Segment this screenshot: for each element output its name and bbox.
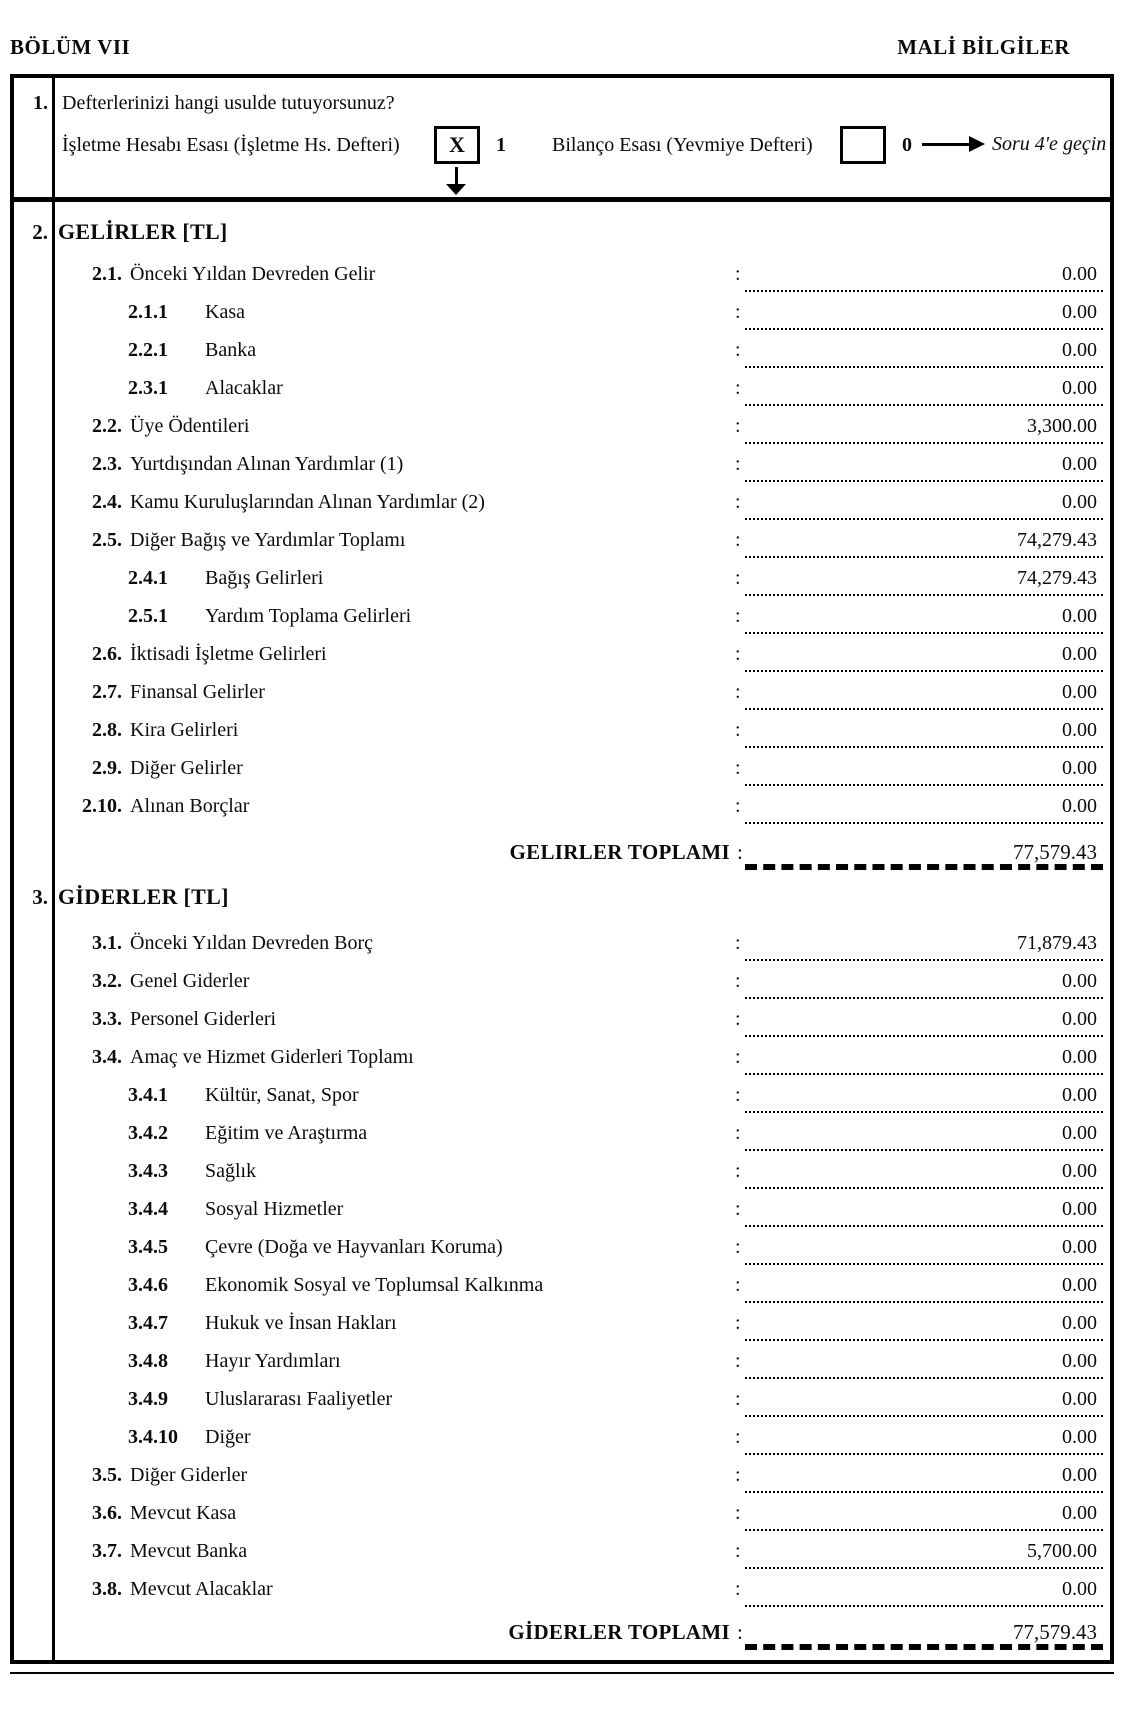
value-text: 0.00 — [1062, 1274, 1097, 1296]
value-text: 0.00 — [1062, 1312, 1097, 1334]
income-total-label: GELIRLER TOPLAMI — [509, 840, 730, 864]
colon: : — [735, 1388, 741, 1410]
item-number: 2.2.1 — [128, 339, 168, 361]
value-field[interactable] — [745, 1571, 1103, 1607]
item-label: Hayır Yardımları — [205, 1350, 341, 1372]
value-field[interactable] — [745, 1077, 1103, 1113]
item-label: Amaç ve Hizmet Giderleri Toplamı — [130, 1046, 414, 1068]
item-label: Eğitim ve Araştırma — [205, 1122, 368, 1144]
income-row-2.5.1 — [0, 598, 1125, 634]
item-label: Ekonomik Sosyal ve Toplumsal Kalkınma — [205, 1274, 544, 1296]
value-field[interactable] — [745, 712, 1103, 748]
item-label: Yardım Toplama Gelirleri — [205, 605, 412, 627]
value-text: 0.00 — [1062, 605, 1097, 627]
value-text: 3,300.00 — [1027, 415, 1097, 437]
income-row-2.3 — [0, 446, 1125, 482]
value-field[interactable] — [745, 332, 1103, 368]
expense-row-3.4.3 — [0, 1153, 1125, 1189]
colon: : — [735, 1350, 741, 1372]
value-field[interactable] — [745, 408, 1103, 444]
item-number: 3.2. — [92, 970, 122, 992]
value-text: 0.00 — [1062, 263, 1097, 285]
income-row-2.1.1 — [0, 294, 1125, 330]
item-number: 3.7. — [92, 1540, 122, 1562]
colon: : — [735, 1464, 741, 1486]
item-label: Diğer Gelirler — [130, 757, 243, 779]
colon: : — [735, 415, 741, 437]
item-number: 3.4.9 — [128, 1388, 168, 1410]
item-label: Kira Gelirleri — [130, 719, 239, 741]
income-section-number: 2. — [32, 220, 48, 244]
item-label: Sağlık — [205, 1160, 257, 1182]
value-text: 5,700.00 — [1027, 1540, 1097, 1562]
option2-code: 0 — [902, 134, 912, 156]
value-text: 0.00 — [1062, 681, 1097, 703]
item-label: Alacaklar — [205, 377, 283, 399]
item-label: Kültür, Sanat, Spor — [205, 1084, 359, 1106]
expense-row-3.4.9 — [0, 1381, 1125, 1417]
income-section-title: GELİRLER [TL] — [58, 219, 228, 244]
value-field[interactable] — [745, 1305, 1103, 1341]
value-field[interactable] — [745, 1381, 1103, 1417]
item-number: 3.5. — [92, 1464, 122, 1486]
item-number: 2.2. — [92, 415, 122, 437]
value-field[interactable] — [745, 750, 1103, 786]
colon: : — [737, 1620, 743, 1644]
item-number: 2.5.1 — [128, 605, 168, 627]
value-text: 0.00 — [1062, 1236, 1097, 1258]
expense-total-label: GİDERLER TOPLAMI — [508, 1620, 730, 1644]
item-label: Kamu Kuruluşlarından Alınan Yardımlar (2) — [130, 491, 485, 513]
value-field[interactable] — [745, 1191, 1103, 1227]
expense-row-3.4.10 — [0, 1419, 1125, 1455]
item-number: 3.4.3 — [128, 1160, 168, 1182]
colon: : — [735, 932, 741, 954]
item-label: Finansal Gelirler — [130, 681, 265, 703]
value-field[interactable] — [745, 1001, 1103, 1037]
item-number: 2.7. — [92, 681, 122, 703]
expense-row-3.4.8 — [0, 1343, 1125, 1379]
expense-row-3.8 — [0, 1571, 1125, 1607]
item-label: Çevre (Doğa ve Hayvanları Koruma) — [205, 1236, 503, 1258]
income-row-2.5 — [0, 522, 1125, 558]
colon: : — [735, 339, 741, 361]
value-field[interactable] — [745, 294, 1103, 330]
colon: : — [735, 1046, 741, 1068]
option2-label: Bilanço Esası (Yevmiye Defteri) — [552, 134, 813, 156]
value-text: 74,279.43 — [1017, 567, 1097, 589]
value-text: 0.00 — [1062, 1084, 1097, 1106]
expense-row-3.4.6 — [0, 1267, 1125, 1303]
value-text: 0.00 — [1062, 970, 1097, 992]
item-label: Mevcut Alacaklar — [130, 1578, 273, 1600]
expense-total-field[interactable] — [745, 1618, 1103, 1650]
item-number: 3.3. — [92, 1008, 122, 1030]
bottom-rule — [10, 1672, 1114, 1674]
income-total-row — [0, 838, 1125, 870]
skip-note: Soru 4'e geçin — [992, 133, 1107, 155]
colon: : — [735, 1578, 741, 1600]
income-total-value: 77,579.43 — [1013, 840, 1097, 864]
value-field[interactable] — [745, 1229, 1103, 1265]
value-text: 0.00 — [1062, 453, 1097, 475]
value-field[interactable] — [745, 370, 1103, 406]
income-row-2.3.1 — [0, 370, 1125, 406]
colon: : — [735, 970, 741, 992]
item-label: Hukuk ve İnsan Hakları — [205, 1312, 397, 1334]
option1-code: 1 — [496, 134, 506, 156]
value-field[interactable] — [745, 1153, 1103, 1189]
value-field[interactable] — [745, 1039, 1103, 1075]
colon: : — [735, 681, 741, 703]
item-number: 2.5. — [92, 529, 122, 551]
income-row-2.7 — [0, 674, 1125, 710]
item-number: 3.4.2 — [128, 1122, 168, 1144]
right-arrow-head-icon — [969, 136, 985, 152]
item-number: 3.8. — [92, 1578, 122, 1600]
colon: : — [735, 491, 741, 513]
colon: : — [735, 1540, 741, 1562]
item-number: 2.1. — [92, 263, 122, 285]
value-text: 0.00 — [1062, 1160, 1097, 1182]
value-text: 0.00 — [1062, 1350, 1097, 1372]
item-number: 3.4.1 — [128, 1084, 168, 1106]
item-label: Genel Giderler — [130, 970, 250, 992]
expense-row-3.4 — [0, 1039, 1125, 1075]
income-row-2.6 — [0, 636, 1125, 672]
value-text: 0.00 — [1062, 377, 1097, 399]
colon: : — [735, 605, 741, 627]
colon: : — [735, 301, 741, 323]
colon: : — [735, 263, 741, 285]
item-label: Diğer Bağış ve Yardımlar Toplamı — [130, 529, 406, 551]
option1-checkbox[interactable]: X — [434, 126, 480, 164]
value-text: 0.00 — [1062, 795, 1097, 817]
value-text: 0.00 — [1062, 1426, 1097, 1448]
expense-total-row — [0, 1618, 1125, 1650]
item-number: 2.1.1 — [128, 301, 168, 323]
colon: : — [735, 795, 741, 817]
colon: : — [735, 1502, 741, 1524]
colon: : — [735, 567, 741, 589]
item-label: Personel Giderleri — [130, 1008, 277, 1030]
value-field[interactable] — [745, 636, 1103, 672]
expense-row-3.7 — [0, 1533, 1125, 1569]
item-label: Önceki Yıldan Devreden Borç — [130, 932, 374, 954]
value-field[interactable] — [745, 256, 1103, 292]
value-field[interactable] — [745, 446, 1103, 482]
item-label: Bağış Gelirleri — [205, 567, 324, 589]
value-field[interactable] — [745, 674, 1103, 710]
colon: : — [735, 719, 741, 741]
expense-row-3.4.4 — [0, 1191, 1125, 1227]
item-number: 3.4.8 — [128, 1350, 168, 1372]
colon: : — [735, 643, 741, 665]
expense-row-3.4.7 — [0, 1305, 1125, 1341]
item-number: 3.1. — [92, 932, 122, 954]
income-row-2.4 — [0, 484, 1125, 520]
value-text: 0.00 — [1062, 1388, 1097, 1410]
value-text: 0.00 — [1062, 1122, 1097, 1144]
right-arrow-icon — [922, 143, 970, 146]
income-total-field[interactable] — [745, 838, 1103, 870]
value-text: 0.00 — [1062, 1578, 1097, 1600]
expense-row-3.2 — [0, 963, 1125, 999]
colon: : — [735, 1312, 741, 1334]
expense-row-3.4.1 — [0, 1077, 1125, 1113]
page-title: MALİ BİLGİLER — [897, 35, 1070, 59]
income-row-2.2 — [0, 408, 1125, 444]
item-label: Kasa — [205, 301, 245, 323]
value-text: 0.00 — [1062, 643, 1097, 665]
colon: : — [735, 529, 741, 551]
colon: : — [735, 757, 741, 779]
option1-label: İşletme Hesabı Esası (İşletme Hs. Defteri) — [62, 134, 400, 156]
income-row-2.1 — [0, 256, 1125, 292]
value-field[interactable] — [745, 484, 1103, 520]
option2-checkbox[interactable] — [840, 126, 886, 164]
colon: : — [735, 1198, 741, 1220]
value-field[interactable] — [745, 788, 1103, 824]
income-row-2.4.1 — [0, 560, 1125, 596]
colon: : — [735, 1122, 741, 1144]
item-label: Yurtdışından Alınan Yardımlar (1) — [130, 453, 404, 475]
expense-row-3.4.5 — [0, 1229, 1125, 1265]
item-label: Sosyal Hizmetler — [205, 1198, 344, 1220]
value-text: 0.00 — [1062, 1464, 1097, 1486]
item-number: 2.4.1 — [128, 567, 168, 589]
income-row-2.8 — [0, 712, 1125, 748]
item-number: 2.10. — [82, 795, 122, 817]
colon: : — [735, 453, 741, 475]
colon: : — [735, 1008, 741, 1030]
item-label: Diğer — [205, 1426, 251, 1448]
item-number: 3.4.6 — [128, 1274, 168, 1296]
item-number: 3.4.7 — [128, 1312, 168, 1334]
item-label: Diğer Giderler — [130, 1464, 248, 1486]
colon: : — [735, 1274, 741, 1296]
value-text: 0.00 — [1062, 339, 1097, 361]
item-label: Banka — [205, 339, 257, 361]
row-divider — [10, 197, 1114, 202]
value-text: 0.00 — [1062, 491, 1097, 513]
value-text: 0.00 — [1062, 1008, 1097, 1030]
item-number: 2.8. — [92, 719, 122, 741]
item-number: 2.6. — [92, 643, 122, 665]
colon: : — [735, 1426, 741, 1448]
down-arrow-head-icon — [446, 184, 466, 195]
item-number: 3.4.4 — [128, 1198, 168, 1220]
value-field[interactable] — [745, 1115, 1103, 1151]
value-field[interactable] — [745, 598, 1103, 634]
item-label: Uluslararası Faaliyetler — [205, 1388, 393, 1410]
item-label: İktisadi İşletme Gelirleri — [130, 643, 327, 665]
item-number: 2.3. — [92, 453, 122, 475]
item-label: Önceki Yıldan Devreden Gelir — [130, 263, 376, 285]
value-text: 0.00 — [1062, 1198, 1097, 1220]
income-row-2.9 — [0, 750, 1125, 786]
value-field[interactable] — [745, 1457, 1103, 1493]
item-number: 3.4.5 — [128, 1236, 168, 1258]
item-label: Alınan Borçlar — [130, 795, 250, 817]
value-text: 71,879.43 — [1017, 932, 1097, 954]
expense-row-3.6 — [0, 1495, 1125, 1531]
expense-section-number: 3. — [32, 885, 48, 909]
value-text: 0.00 — [1062, 757, 1097, 779]
item-label: Üye Ödentileri — [130, 415, 250, 437]
expense-row-3.4.2 — [0, 1115, 1125, 1151]
colon: : — [737, 840, 743, 864]
section-label: BÖLÜM VII — [10, 35, 131, 59]
value-text: 0.00 — [1062, 301, 1097, 323]
expense-total-value: 77,579.43 — [1013, 1620, 1097, 1644]
item-number: 2.9. — [92, 757, 122, 779]
value-field[interactable] — [745, 1343, 1103, 1379]
expense-section-title: GİDERLER [TL] — [58, 884, 229, 909]
colon: : — [735, 1236, 741, 1258]
colon: : — [735, 377, 741, 399]
item-number: 3.4. — [92, 1046, 122, 1068]
value-text: 0.00 — [1062, 1046, 1097, 1068]
item-number: 2.4. — [92, 491, 122, 513]
value-field[interactable] — [745, 1267, 1103, 1303]
colon: : — [735, 1160, 741, 1182]
value-text: 0.00 — [1062, 1502, 1097, 1524]
item-number: 2.3.1 — [128, 377, 168, 399]
question-text: Defterlerinizi hangi usulde tutuyorsunuz? — [62, 92, 395, 114]
value-field[interactable] — [745, 1419, 1103, 1455]
down-arrow-icon — [455, 167, 458, 185]
item-number: 3.6. — [92, 1502, 122, 1524]
value-text: 74,279.43 — [1017, 529, 1097, 551]
value-field[interactable] — [745, 522, 1103, 558]
value-field[interactable] — [745, 963, 1103, 999]
income-row-2.2.1 — [0, 332, 1125, 368]
expense-row-3.5 — [0, 1457, 1125, 1493]
expense-row-3.3 — [0, 1001, 1125, 1037]
value-text: 0.00 — [1062, 719, 1097, 741]
question-number: 1. — [33, 92, 48, 114]
value-field[interactable] — [745, 1495, 1103, 1531]
value-field[interactable] — [745, 925, 1103, 961]
item-label: Mevcut Banka — [130, 1540, 248, 1562]
expense-row-3.1 — [0, 925, 1125, 961]
item-number: 3.4.10 — [128, 1426, 178, 1448]
value-field[interactable] — [745, 1533, 1103, 1569]
value-field[interactable] — [745, 560, 1103, 596]
item-label: Mevcut Kasa — [130, 1502, 237, 1524]
colon: : — [735, 1084, 741, 1106]
income-row-2.10 — [0, 788, 1125, 824]
